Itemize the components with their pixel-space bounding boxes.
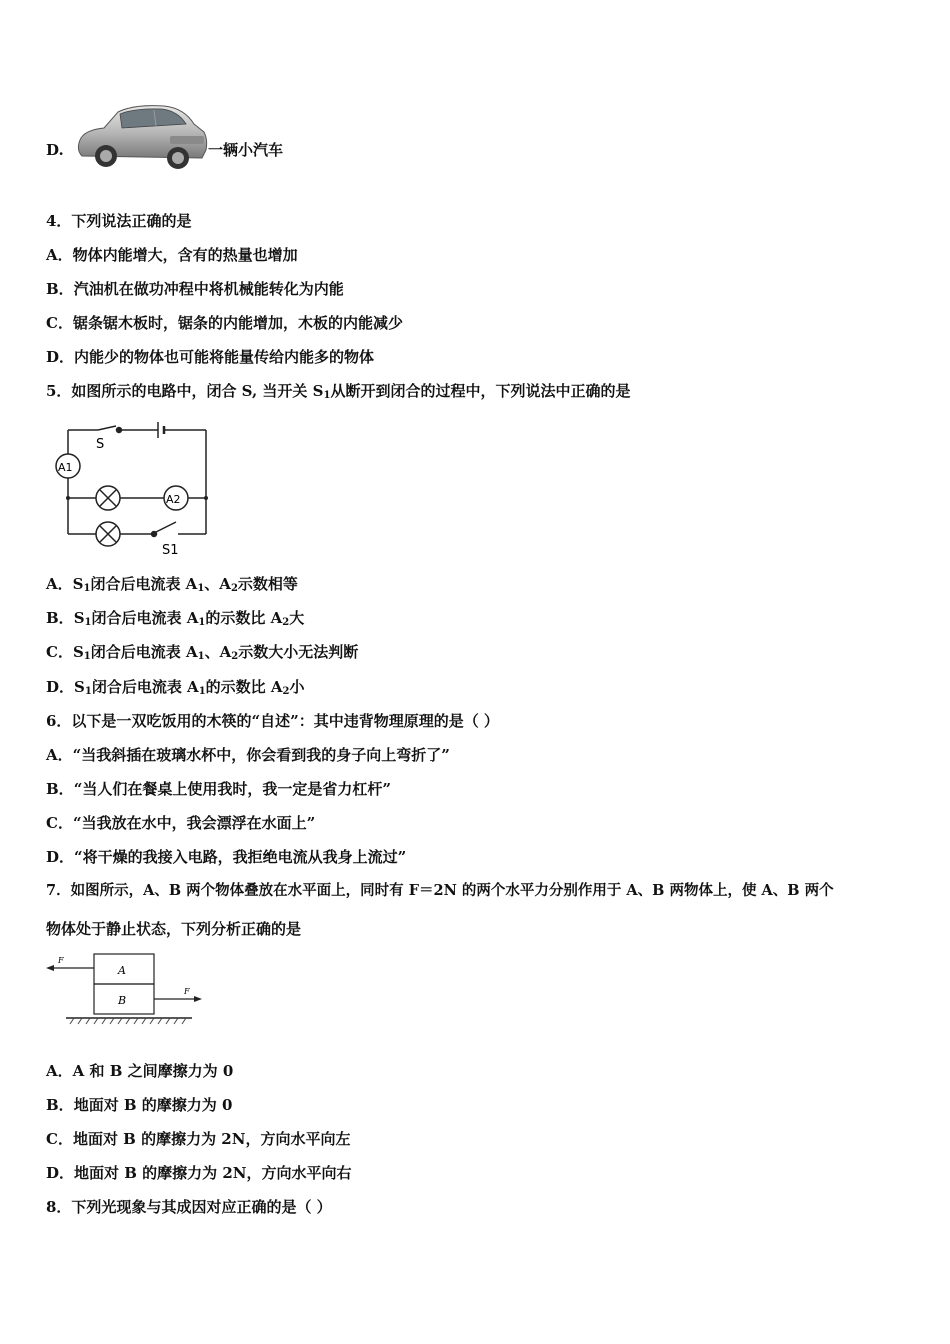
q6-stem: 6．以下是一双吃饭用的木筷的“自述”：其中违背物理原理的是（ ） <box>46 712 499 730</box>
option-text: 大 <box>289 609 305 627</box>
arrow-left-icon <box>46 965 54 971</box>
option-label: B． <box>46 280 74 298</box>
option-text: S <box>74 678 85 696</box>
q5-option-d <box>46 677 305 702</box>
q4-option-d <box>46 347 374 367</box>
option-text: 、A <box>204 643 232 661</box>
q6-option-a <box>46 745 450 765</box>
ammeter-a2-label: A2 <box>166 493 181 506</box>
subscript: 2 <box>230 583 238 594</box>
subscript: 2 <box>282 617 290 628</box>
subscript: 1 <box>83 583 91 594</box>
option-text: 示数大小无法判断 <box>238 643 359 661</box>
ammeter-a1-label: A1 <box>58 461 73 474</box>
block-a-label: A <box>118 964 126 977</box>
arrow-right-icon <box>194 996 202 1002</box>
option-label: C． <box>46 1130 73 1148</box>
option-text: 示数相等 <box>237 575 298 593</box>
stem-text: 从断开到闭合的过程中，下列说法中正确的是 <box>330 382 631 400</box>
circuit-diagram <box>50 418 220 558</box>
subscript: 1 <box>323 390 331 401</box>
option-text: S <box>73 609 85 627</box>
car-image <box>74 100 210 176</box>
option-label: D． <box>46 678 75 696</box>
q3-option-d-text <box>208 140 283 160</box>
option-text: 地面对 B 的摩擦力为 2N，方向水平向左 <box>72 1130 351 1148</box>
q4-option-a <box>46 245 298 265</box>
option-label: B． <box>46 780 74 798</box>
q7-stem-line2: 物体处于静止状态，下列分析正确的是 <box>46 920 302 938</box>
q8-stem: 8．下列光现象与其成因对应正确的是（ ） <box>46 1198 332 1216</box>
option-text: 汽油机在做功冲程中将机械能转化为内能 <box>73 280 344 298</box>
option-text: 锯条锯木板时，锯条的内能增加，木板的内能减少 <box>72 314 403 332</box>
subscript: 1 <box>197 651 205 662</box>
option-text: 闭合后电流表 A <box>90 575 198 593</box>
option-label: C． <box>46 314 73 332</box>
subscript: 1 <box>84 686 92 697</box>
switch-s1-blade <box>156 522 176 532</box>
option-text: “当我放在水中，我会漂浮在水面上” <box>72 814 316 832</box>
option-label: A． <box>46 246 73 264</box>
blocks-figure <box>44 950 204 1028</box>
subscript: 1 <box>198 617 206 628</box>
subscript: 1 <box>83 651 91 662</box>
option-label: D. <box>46 141 64 159</box>
option-text: 地面对 B 的摩擦力为 2N，方向水平向右 <box>74 1164 352 1182</box>
switch-s-blade <box>98 426 116 430</box>
option-text: S <box>72 575 84 593</box>
q3-option-d <box>46 140 64 160</box>
option-text: 地面对 B 的摩擦力为 0 <box>73 1096 233 1114</box>
option-label: C． <box>46 643 73 661</box>
q7-stem-line1: 7．如图所示，A、B 两个物体叠放在水平面上，同时有 F＝2N 的两个水平力分别作用于 A、B 两物体上，使 A、B 两个 <box>46 882 834 899</box>
q6-option-d <box>46 847 406 867</box>
option-label: D． <box>46 1164 75 1182</box>
option-text: A 和 B 之间摩擦力为 0 <box>72 1062 234 1080</box>
option-label: A． <box>46 575 73 593</box>
option-text: “将干燥的我接入电路，我拒绝电流从我身上流过” <box>74 848 407 866</box>
option-label: D． <box>46 848 75 866</box>
option-text: “当我斜插在玻璃水杯中，你会看到我的身子向上弯折了” <box>72 746 450 764</box>
q7-option-c <box>46 1129 350 1149</box>
force-right-label: F <box>184 987 190 996</box>
switch-s-label: S <box>96 437 105 452</box>
q5-stem <box>46 381 630 406</box>
stem-text: 5．如图所示的电路中，闭合 S, 当开关 S <box>46 382 324 400</box>
option-text: 一辆小汽车 <box>208 141 284 159</box>
q6-option-c <box>46 813 315 833</box>
option-text: 的示数比 A <box>205 609 283 627</box>
subscript: 1 <box>198 686 206 697</box>
subscript: 1 <box>197 583 205 594</box>
q7-option-b <box>46 1095 232 1115</box>
option-text: 闭合后电流表 A <box>90 643 198 661</box>
force-left-label: F <box>58 956 64 965</box>
option-text: 物体内能增大，含有的热量也增加 <box>72 246 298 264</box>
option-text: “当人们在餐桌上使用我时，我一定是省力杠杆” <box>73 780 391 798</box>
option-text: 闭合后电流表 A <box>91 678 199 696</box>
block-b-label: B <box>118 994 127 1007</box>
q4-option-b <box>46 279 344 299</box>
option-text: 、A <box>204 575 231 593</box>
subscript: 1 <box>84 617 92 628</box>
option-text: 的示数比 A <box>205 678 283 696</box>
q5-option-b <box>46 608 304 633</box>
switch-s1-label: S1 <box>162 543 179 558</box>
option-label: A． <box>46 746 73 764</box>
subscript: 2 <box>231 651 239 662</box>
subscript: 2 <box>282 686 290 697</box>
option-text: 小 <box>289 678 305 696</box>
q5-option-a <box>46 574 298 599</box>
q7-option-a <box>46 1061 233 1081</box>
q7-option-d <box>46 1163 352 1183</box>
q6-option-b <box>46 779 391 799</box>
q4-option-c <box>46 313 403 333</box>
option-label: A． <box>46 1062 73 1080</box>
q5-option-c <box>46 642 358 667</box>
option-text: 内能少的物体也可能将能量传给内能多的物体 <box>74 348 375 366</box>
option-label: D． <box>46 348 75 366</box>
q4-stem: 4．下列说法正确的是 <box>46 212 192 230</box>
option-text: 闭合后电流表 A <box>91 609 199 627</box>
option-label: B． <box>46 1096 74 1114</box>
option-text: S <box>72 643 84 661</box>
option-label: B． <box>46 609 74 627</box>
option-label: C． <box>46 814 73 832</box>
